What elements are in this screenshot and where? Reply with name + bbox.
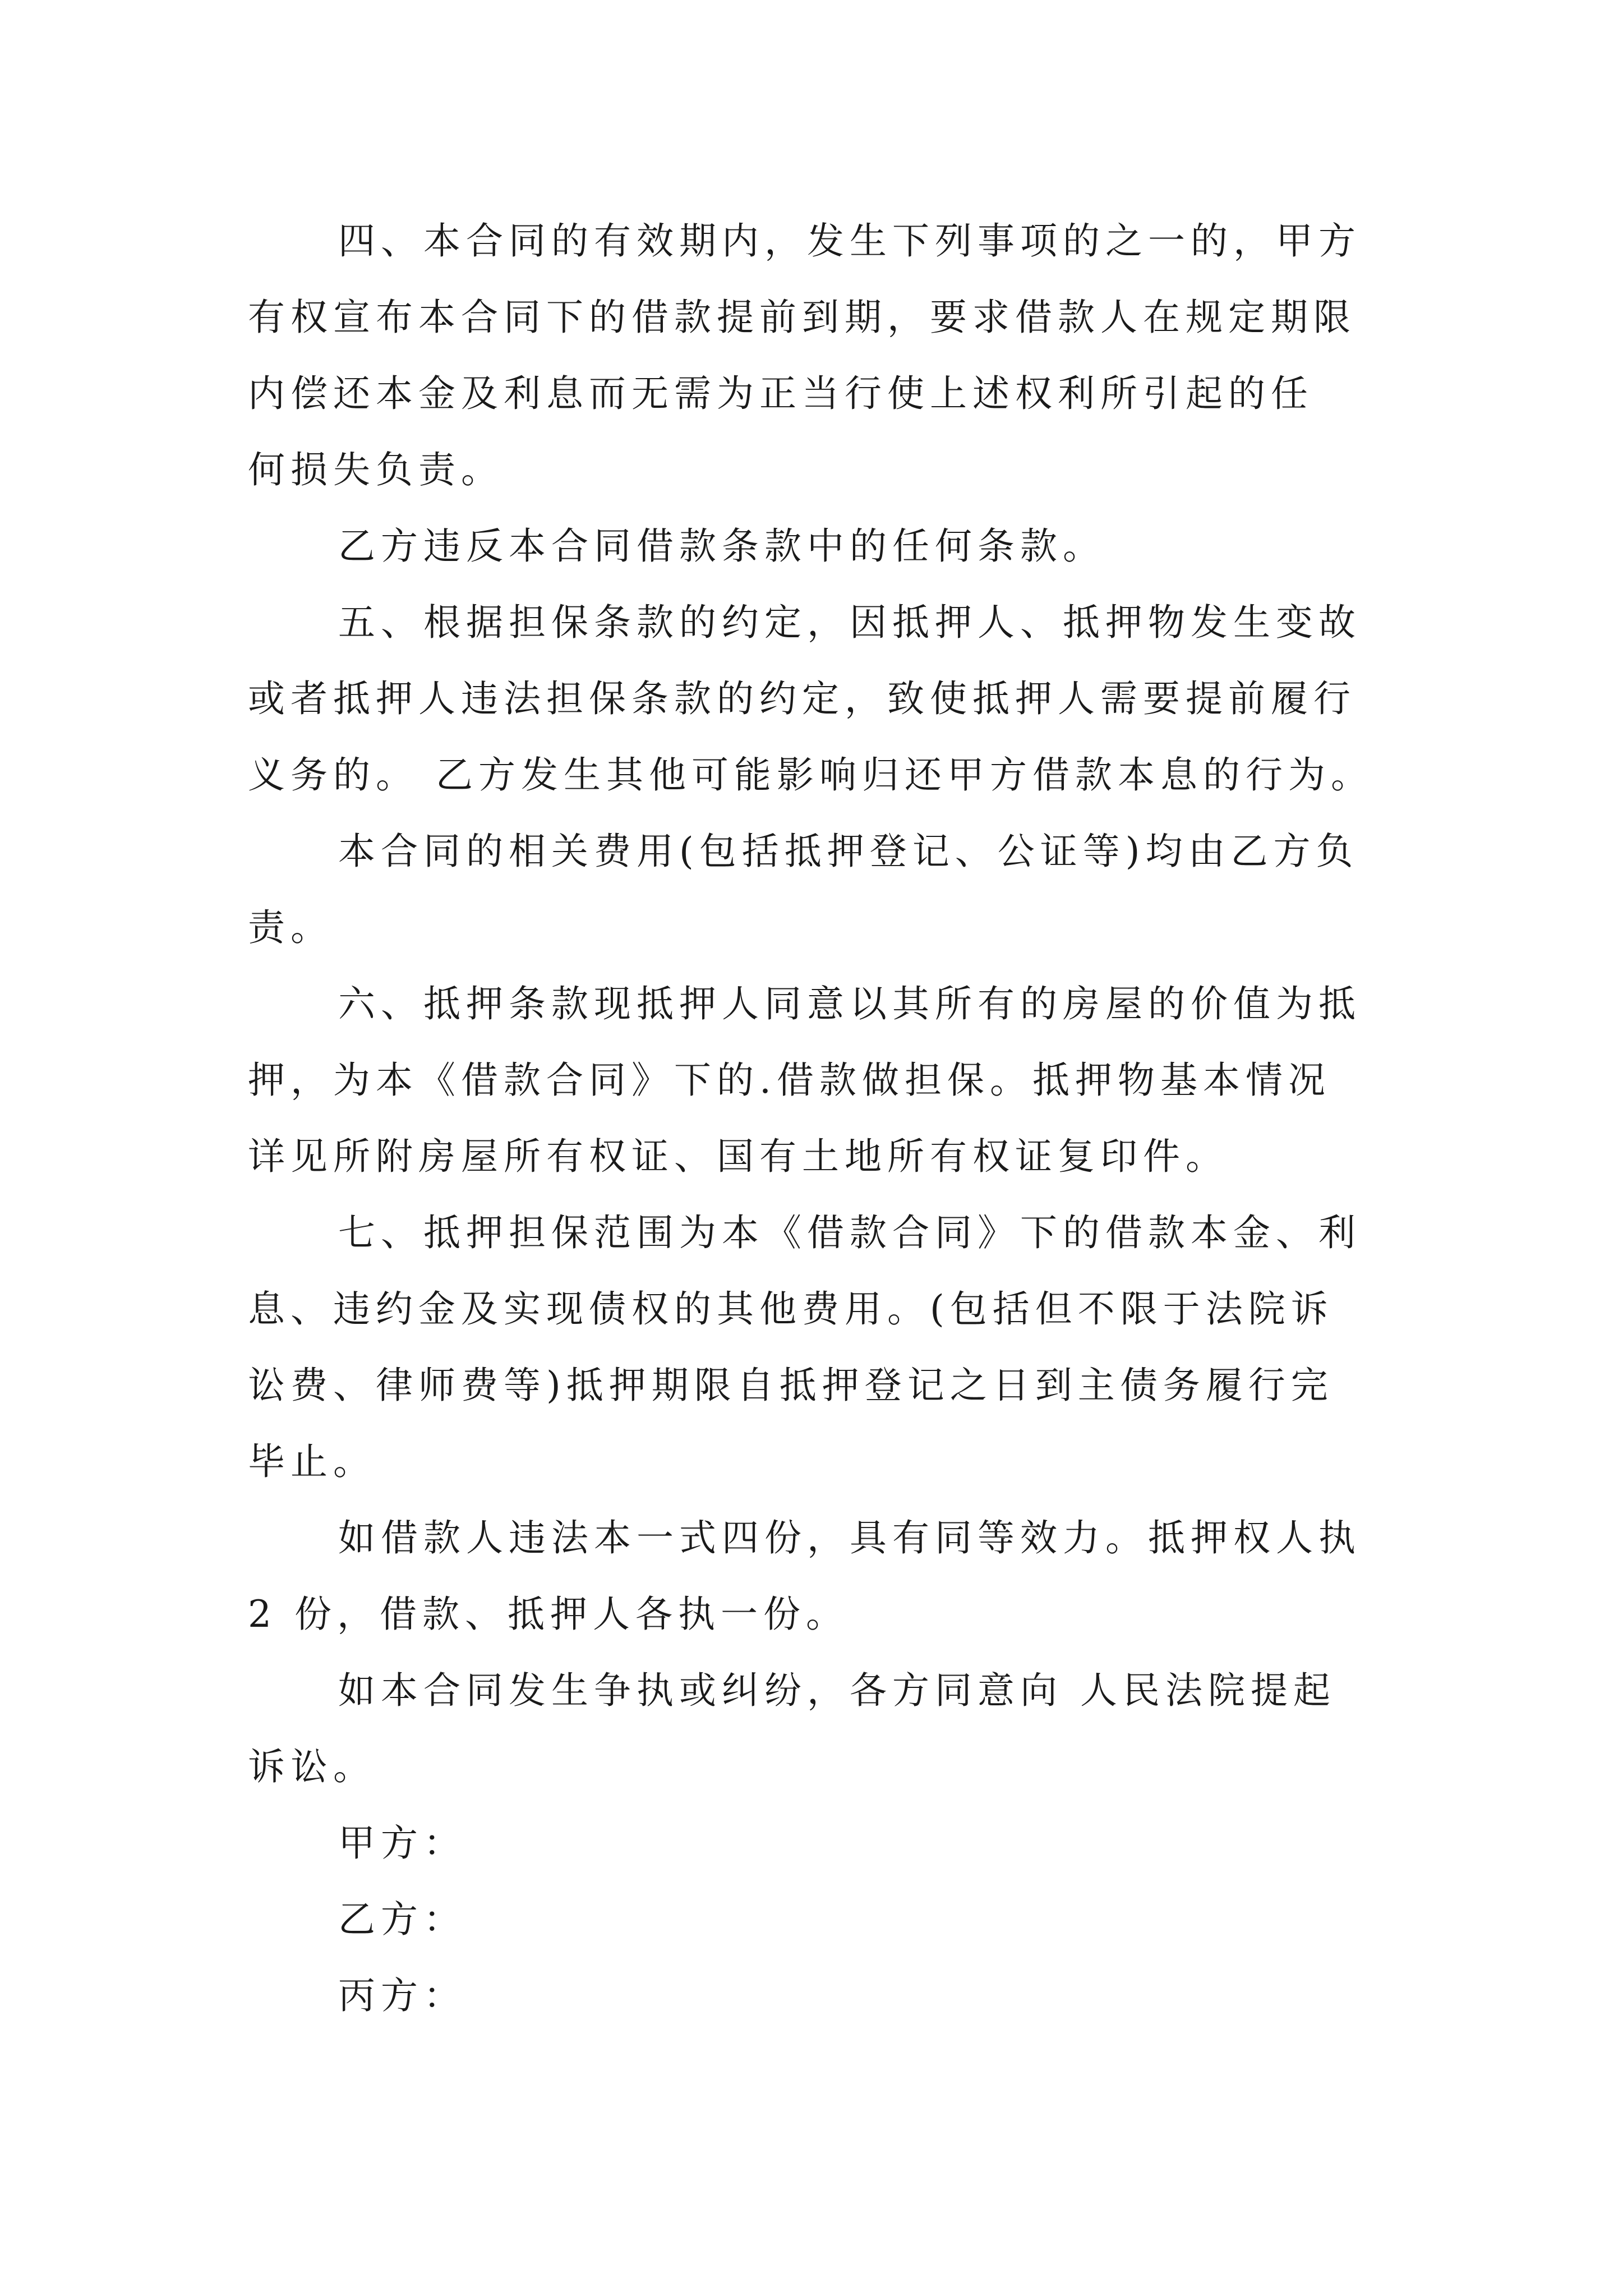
fees-line-2: 责。: [248, 906, 333, 949]
clause-4-item: 乙方违反本合同借款条款中的任何条款。: [338, 524, 1105, 568]
party-c-label: 丙方：: [338, 1974, 466, 2017]
clause-7-line-3: 讼费、律师费等)抵押期限自抵押登记之日到主债务履行完: [248, 1364, 1334, 1407]
dispute-line-2: 诉讼。: [248, 1745, 376, 1788]
dispute-line-1: 如本合同发生争执或纠纷，各方同意向 人民法院提起: [338, 1669, 1336, 1712]
copies-line-2: 2 份，借款、抵押人各执一份。: [248, 1593, 849, 1636]
clause-7-line-2: 息、违约金及实现债权的其他费用。(包括但不限于法院诉: [248, 1287, 1334, 1331]
clause-4-line-1: 四、本合同的有效期内，发生下列事项的之一的，甲方: [338, 219, 1361, 263]
clause-5-line-1: 五、根据担保条款的约定，因抵押人、抵押物发生变故: [338, 601, 1361, 644]
clause-7-line-1: 七、抵押担保范围为本《借款合同》下的借款本金、利: [338, 1211, 1361, 1254]
fees-line-1: 本合同的相关费用(包括抵押登记、公证等)均由乙方负: [338, 830, 1359, 873]
clause-6-line-3: 详见所附房屋所有权证、国有土地所有权证复印件。: [248, 1135, 1228, 1178]
clause-4-line-3: 内偿还本金及利息而无需为正当行使上述权利所引起的任: [248, 372, 1313, 415]
clause-4-line-2: 有权宣布本合同下的借款提前到期，要求借款人在规定期限: [248, 296, 1356, 339]
copies-line-1: 如借款人违法本一式四份，具有同等效力。抵押权人执: [338, 1516, 1361, 1559]
clause-6-line-1: 六、抵押条款现抵押人同意以其所有的房屋的价值为抵: [338, 982, 1361, 1025]
party-b-label: 乙方：: [338, 1898, 466, 1941]
clause-7-line-4: 毕止。: [248, 1440, 376, 1483]
clause-6-line-2: 押，为本《借款合同》下的.借款做担保。抵押物基本情况: [248, 1059, 1331, 1102]
clause-5-line-2: 或者抵押人违法担保条款的约定，致使抵押人需要提前履行: [248, 677, 1356, 720]
clause-5-line-3: 义务的。 乙方发生其他可能影响归还甲方借款本息的行为。: [248, 753, 1373, 797]
party-a-label: 甲方：: [338, 1821, 466, 1865]
clause-4-line-4: 何损失负责。: [248, 448, 504, 491]
